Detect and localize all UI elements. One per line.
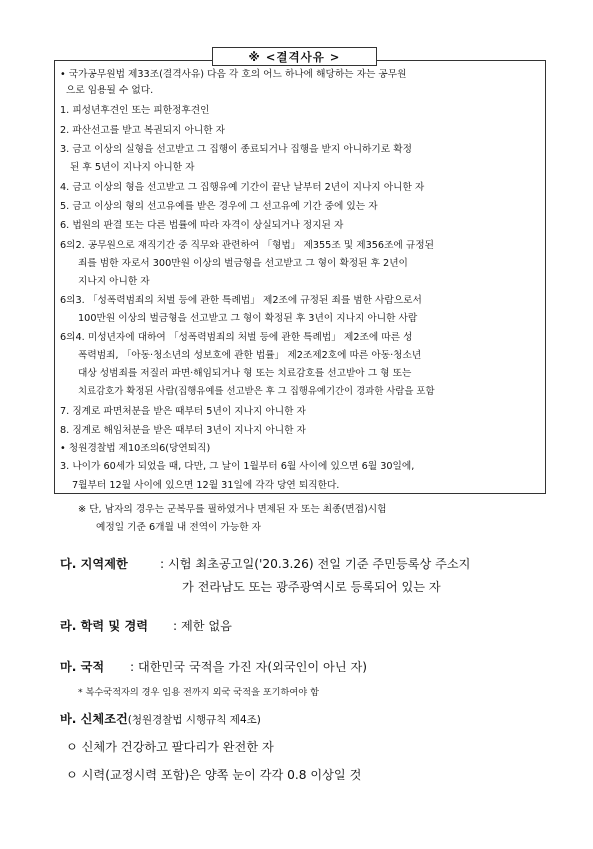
physical-heading-title: 바. 신체조건	[60, 712, 128, 726]
box-line: 으로 임용될 수 없다.	[66, 85, 154, 96]
box-line: 된 후 5년이 지나지 아니한 자	[70, 162, 195, 173]
nationality-heading: 마. 국적	[60, 660, 105, 674]
region-text: 가 전라남도 또는 광주광역시로 등록되어 있는 자	[182, 580, 441, 594]
box-line: 3. 나이가 60세가 되었을 때, 다만, 그 날이 1월부터 6월 사이에 있으면 6월 30일에,	[60, 461, 415, 472]
box-line: 6의3. 「성폭력범죄의 처벌 등에 관한 특례법」 제2조에 규정된 죄를 범한 사람으로서	[60, 295, 422, 306]
box-line: 대상 성범죄를 저질러 파면·해임되거나 형 또는 치료감호를 선고받아 그 형 또는	[78, 368, 412, 379]
box-line: 6의2. 공무원으로 재직기간 중 직무와 관련하여 「형법」 제355조 및 제356조에 규정된	[60, 240, 434, 251]
box-line: 6. 법원의 판결 또는 다른 법률에 따라 자격이 상실되거나 정지된 자	[60, 220, 344, 231]
physical-item: ㅇ 신체가 건강하고 팔다리가 완전한 자	[66, 740, 274, 754]
education-heading: 라. 학력 및 경력	[60, 619, 148, 633]
box-line: 2. 파산선고를 받고 복권되지 아니한 자	[60, 125, 226, 136]
box-line: 4. 금고 이상의 형을 선고받고 그 집행유예 기간이 끝난 날부터 2년이 지나지 아니한 자	[60, 182, 425, 193]
box-line: • 국가공무원법 제33조(결격사유) 다음 각 호의 어느 하나에 해당하는 자는 공무원	[60, 69, 407, 80]
box-line: 죄를 범한 자로서 300만원 이상의 벌금형을 선고받고 그 형이 확정된 후 2년이	[78, 258, 408, 269]
box-line: 7. 징계로 파면처분을 받은 때부터 5년이 지나지 아니한 자	[60, 406, 306, 417]
region-heading: 다. 지역제한	[60, 557, 128, 571]
box-line: 3. 금고 이상의 실형을 선고받고 그 집행이 종료되거나 집행을 받지 아니하기로 확정	[60, 144, 412, 155]
physical-heading	[60, 710, 261, 729]
box-title: ※ <결격사유 >	[212, 47, 377, 66]
nationality-text: : 대한민국 국적을 가진 자(외국인이 아닌 자)	[130, 660, 368, 674]
box-line: 1. 피성년후견인 또는 피한정후견인	[60, 105, 210, 116]
box-line: 치료감호가 확정된 사람(집행유예를 선고받은 후 그 집행유예기간이 경과한 사람을 포함	[78, 386, 435, 397]
military-note: ※ 단, 남자의 경우는 군복무를 필하였거나 면제된 자 또는 최종(면접)시험	[78, 504, 387, 515]
box-line: 5. 금고 이상의 형의 선고유예를 받은 경우에 그 선고유예 기간 중에 있는 자	[60, 201, 378, 212]
military-note: 예정일 기준 6개월 내 전역이 가능한 자	[96, 522, 262, 533]
box-line: 지나지 아니한 자	[78, 276, 150, 287]
box-line: • 청원경찰법 제10조의6(당연퇴직)	[60, 443, 211, 454]
box-line: 8. 징계로 해임처분을 받은 때부터 3년이 지나지 아니한 자	[60, 425, 306, 436]
box-line: 100만원 이상의 벌금형을 선고받고 그 형이 확정된 후 3년이 지나지 아니한 사람	[78, 313, 418, 324]
nationality-note: * 복수국적자의 경우 임용 전까지 외국 국적을 포기하여야 함	[78, 687, 319, 698]
region-text: : 시험 최초공고일('20.3.26) 전일 기준 주민등록상 주소지	[160, 557, 471, 571]
physical-item: ㅇ 시력(교정시력 포함)은 양쪽 눈이 각각 0.8 이상일 것	[66, 768, 362, 782]
box-line: 7월부터 12월 사이에 있으면 12월 31일에 각각 당연 퇴직한다.	[72, 480, 340, 491]
box-line: 6의4. 미성년자에 대하여 「성폭력범죄의 처벌 등에 관한 특례법」 제2조에 따른 성	[60, 332, 413, 343]
box-line: 폭력범죄, 「아동·청소년의 성보호에 관한 법률」 제2조제2호에 따른 아동·청소년	[78, 350, 422, 361]
education-text: : 제한 없음	[173, 619, 232, 633]
physical-heading-law: (청원경찰법 시행규칙 제4조)	[127, 714, 261, 726]
